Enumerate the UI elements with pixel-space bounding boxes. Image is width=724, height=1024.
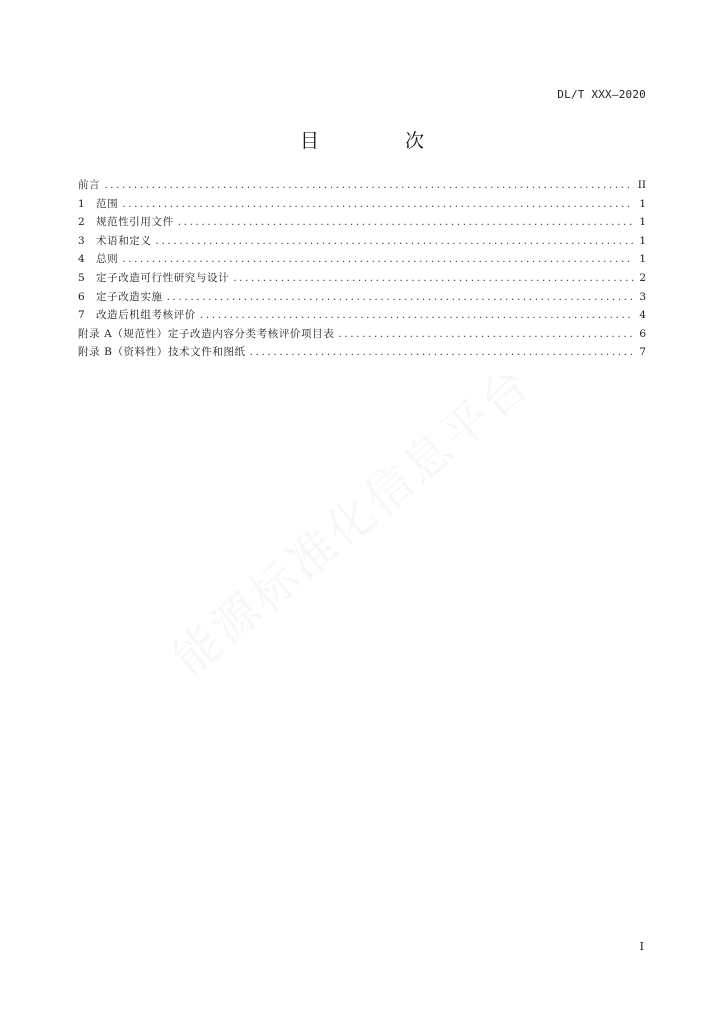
toc-entry-page: 6	[639, 327, 646, 340]
toc-entry-title: 前言	[78, 179, 101, 191]
toc-entry-page: 1	[639, 216, 646, 229]
toc-entry-title: 附录 A（规范性）定子改造内容分类考核评价项目表	[78, 327, 335, 340]
toc-dot-leader	[122, 195, 634, 214]
toc-entry-terms-definitions[interactable]	[78, 232, 646, 251]
toc-entry-number: 6	[78, 290, 85, 303]
toc-entry-page: 3	[639, 290, 646, 303]
toc-entry-number: 2	[78, 216, 85, 229]
toc-entry-page: 1	[639, 234, 646, 247]
toc-entry-title: 附录 B（资料性）技术文件和图纸	[78, 346, 246, 359]
toc-dot-leader	[122, 250, 634, 269]
toc-entry-evaluation[interactable]	[78, 306, 646, 325]
toc-list	[78, 176, 646, 362]
toc-entry-title: 术语和定义	[96, 234, 152, 247]
toc-entry-page: 2	[639, 271, 646, 284]
toc-entry-number: 4	[78, 253, 85, 266]
toc-entry-number: 7	[78, 309, 85, 322]
toc-entry-page: 1	[639, 253, 646, 266]
toc-entry-appendix-b[interactable]	[78, 343, 646, 362]
toc-entry-page: 7	[639, 346, 646, 359]
toc-dot-leader	[167, 288, 634, 307]
toc-entry-number: 3	[78, 234, 85, 247]
toc-entry-title: 定子改造实施	[96, 290, 163, 303]
page-number: I	[639, 940, 644, 953]
toc-entry-title: 定子改造可行性研究与设计	[96, 271, 230, 284]
toc-dot-leader	[233, 269, 634, 288]
toc-entry-page: II	[637, 179, 646, 191]
toc-entry-number: 1	[78, 197, 85, 210]
toc-entry-feasibility-design[interactable]	[78, 269, 646, 288]
toc-dot-leader	[338, 325, 634, 344]
document-code: DL/T XXX—2020	[557, 88, 646, 101]
toc-dot-leader	[250, 343, 634, 362]
toc-entry-title: 范围	[96, 197, 119, 210]
toc-entry-scope[interactable]	[78, 195, 646, 214]
toc-entry-preface[interactable]	[78, 176, 646, 195]
toc-title: 目 次	[299, 130, 465, 152]
toc-dot-leader	[178, 213, 634, 232]
toc-entry-page: 4	[639, 309, 646, 322]
toc-entry-title: 总则	[96, 253, 119, 266]
toc-entry-appendix-a[interactable]	[78, 325, 646, 344]
toc-entry-number: 5	[78, 271, 85, 284]
toc-entry-title: 规范性引用文件	[96, 216, 174, 229]
toc-entry-implementation[interactable]	[78, 288, 646, 307]
watermark: 能源标准化信息平台	[162, 355, 543, 686]
toc-entry-general-rules[interactable]	[78, 250, 646, 269]
toc-dot-leader	[200, 306, 634, 325]
toc-dot-leader	[156, 232, 635, 251]
toc-entry-title: 改造后机组考核评价	[96, 309, 196, 322]
toc-entry-page: 1	[639, 197, 646, 210]
toc-dot-leader	[104, 176, 634, 195]
toc-entry-normative-references[interactable]	[78, 213, 646, 232]
